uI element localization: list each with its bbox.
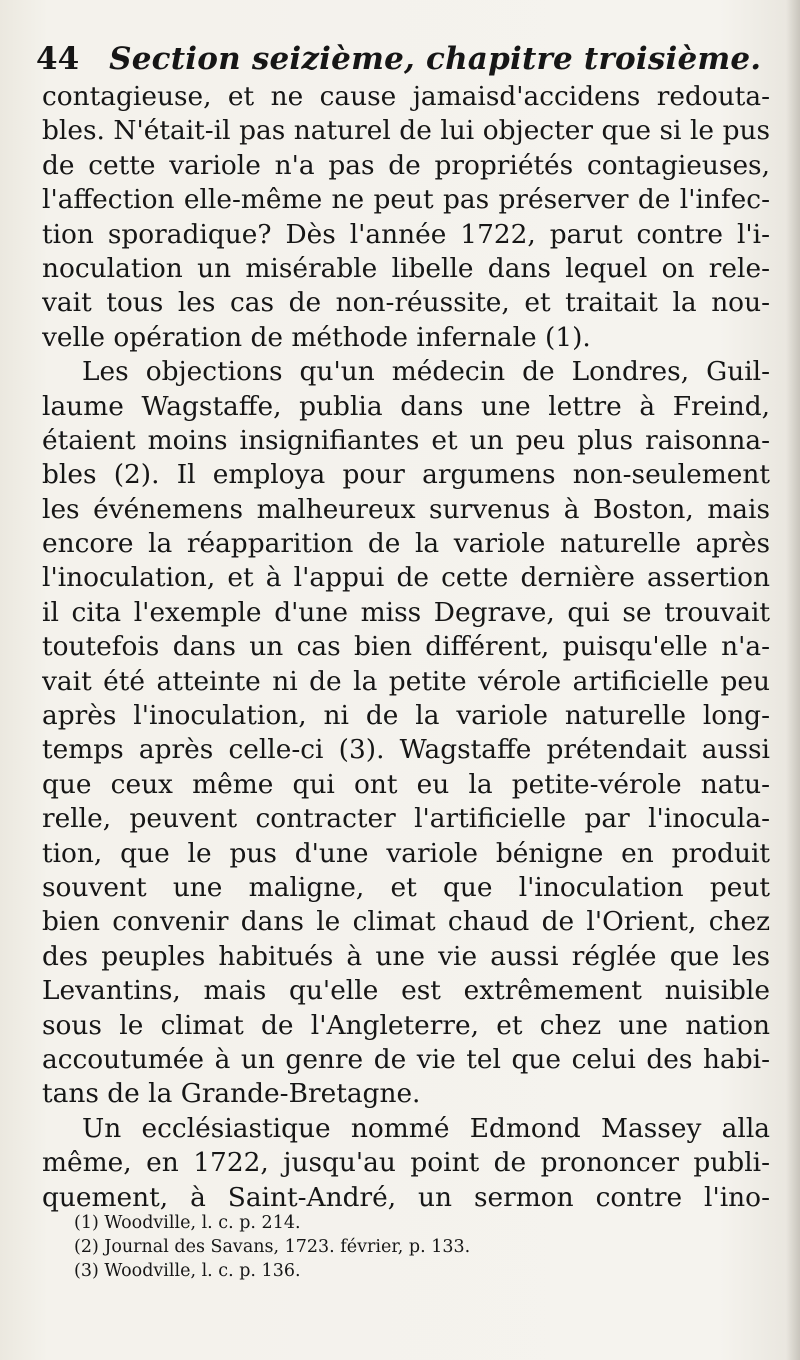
text-line: toutefois dans un cas bien différent, puisqu'elle n'a- (42, 631, 770, 663)
text-line: de cette variole n'a pas de propriétés contagieuses, (42, 149, 770, 181)
text-line: bien convenir dans le climat chaud de l'Orient, chez (42, 906, 770, 938)
text-line: Levantins, mais qu'elle est extrêmement nuisible (42, 975, 770, 1007)
text-line: bles (2). Il employa pour argumens non-seulement (42, 459, 770, 491)
text-line: que ceux même qui ont eu la petite-vérole natu- (42, 768, 770, 800)
text-line: temps après celle-ci (3). Wagstaffe prétendait aussi (42, 734, 770, 766)
footnote: (2) Journal des Savans, 1723. février, p. 133. (74, 1237, 471, 1257)
footnote: (1) Woodville, l. c. p. 214. (74, 1213, 301, 1233)
page-edge-shadow (786, 0, 800, 1360)
text-line: l'inoculation, et à l'appui de cette dernière assertion (42, 562, 770, 594)
text-line: des peuples habitués à une vie aussi réglée que les (42, 940, 770, 972)
text-line: laume Wagstaffe, publia dans une lettre à Freind, (42, 390, 770, 422)
text-line: contagieuse, et ne cause jamaisd'accidens redouta- (42, 81, 770, 112)
body-text (42, 80, 770, 1215)
text-line: souvent une maligne, et que l'inoculation peut (42, 871, 770, 903)
text-line: vait été atteinte ni de la petite vérole artificielle peu (42, 665, 770, 697)
text-line: tion, que le pus d'une variole bénigne en produit (42, 837, 770, 869)
text-line: les événemens malheureux survenus à Boston, mais (42, 493, 770, 525)
text-line: sous le climat de l'Angleterre, et chez une nation (42, 1009, 770, 1041)
text-line: tans de la Grande-Bretagne. (42, 1078, 421, 1110)
footnote: (3) Woodville, l. c. p. 136. (74, 1261, 301, 1281)
text-line: vait tous les cas de non-réussite, et traitait la nou- (42, 287, 770, 319)
text-line: bles. N'était-il pas naturel de lui objecter que si le pus (42, 115, 770, 147)
text-line: vell⁠e opération de méthode infernale (1). (42, 321, 591, 353)
text-line: Les objections qu'un médecin de Londres, Guil- (82, 356, 770, 388)
text-line: l'affection elle-même ne peut pas préserver de l'infec- (42, 184, 770, 216)
text-line: il cita l'exemple d'une miss Degrave, qui se trouvait (42, 596, 770, 628)
text-line: quement, à Saint-André, un sermon contre l'ino- (42, 1181, 770, 1213)
text-line: noculation un misérable libelle dans lequel on rele- (42, 252, 770, 284)
text-line: encore la réapparition de la variole naturelle après (42, 528, 770, 560)
text-line: relle, peuvent contracter l'artificielle par l'inocula- (42, 803, 770, 835)
running-title: Section seizième, chapitre troisième. (109, 41, 762, 77)
text-line: accoutumée à un genre de vie tel que celui des habi- (42, 1043, 770, 1075)
text-line: étaient moins insignifiantes et un peu plus raisonna- (42, 424, 770, 456)
text-line: après l'inoculation, ni de la variole naturelle long- (42, 700, 770, 732)
running-header (36, 34, 766, 84)
page-number: 44 (36, 41, 80, 77)
text-line: tion sporadique? Dès l'année 1722, parut contre l'i- (42, 218, 770, 250)
text-line: Un ecclésiastique nommé Edmond Massey alla (82, 1112, 770, 1144)
footnotes (74, 1211, 694, 1283)
text-line: même, en 1722, jusqu'au point de prononcer publi- (42, 1147, 770, 1179)
